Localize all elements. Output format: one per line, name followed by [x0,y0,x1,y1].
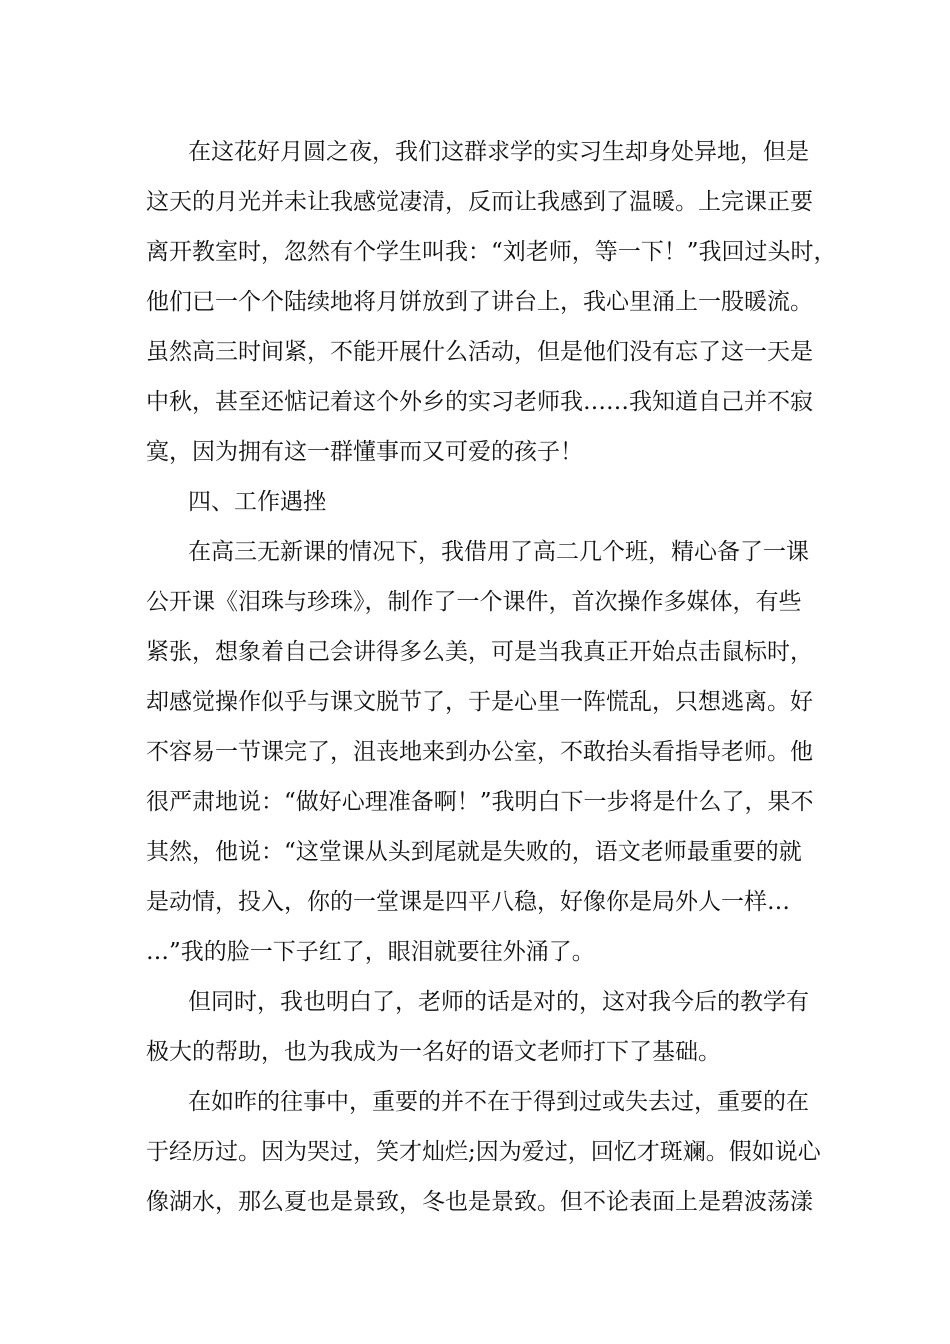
text-line: 但同时，我也明白了，老师的话是对的，这对我今后的教学有 [188,989,809,1015]
text-line: 这天的月光并未让我感觉凄清，反而让我感到了温暖。上完课正要 [146,189,813,215]
text-line: 在高三无新课的情况下，我借用了高二几个班，精心备了一课 [188,539,809,565]
text-line: 虽然高三时间紧，不能开展什么活动，但是他们没有忘了这一天是 [146,339,813,365]
text-line: 他们已一个个陆续地将月饼放到了讲台上，我心里涌上一股暖流。 [146,289,813,315]
text-line: 其然，他说：“这堂课从头到尾就是失败的，语文老师最重要的就 [146,839,802,865]
text-line: 像湖水，那么夏也是景致，冬也是景致。但不论表面上是碧波荡漾 [146,1189,813,1215]
text-line: 公开课《泪珠与珍珠》，制作了一个课件，首次操作多媒体，有些 [146,589,802,615]
text-line: 却感觉操作似乎与课文脱节了，于是心里一阵慌乱，只想逃离。好 [146,689,813,715]
text-line: 紧张，想象着自己会讲得多么美，可是当我真正开始点击鼠标时， [146,639,813,665]
text-line: 极大的帮助，也为我成为一名好的语文老师打下了基础。 [146,1039,721,1065]
text-line: 不容易一节课完了，沮丧地来到办公室，不敢抬头看指导老师。他 [146,739,813,765]
text-line: 在这花好月圆之夜，我们这群求学的实习生却身处异地，但是 [188,139,809,165]
text-line: 寞，因为拥有这一群懂事而又可爱的孩子！ [146,439,583,465]
text-line: 离开教室时，忽然有个学生叫我：“刘老师，等一下！”我回过头时， [146,239,837,265]
text-line: 是动情，投入，你的一堂课是四平八稳，好像你是局外人一样… [146,889,790,915]
text-line: …”我的脸一下子红了，眼泪就要往外涌了。 [146,939,595,965]
section-heading: 四、工作遇挫 [188,489,326,515]
text-line: 在如昨的往事中，重要的并不在于得到过或失去过，重要的在 [188,1089,809,1115]
text-line: 很严肃地说：“做好心理准备啊！”我明白下一步将是什么了，果不 [146,789,814,815]
text-line: 中秋，甚至还惦记着这个外乡的实习老师我……我知道自己并不寂 [146,389,813,415]
text-line: 于经历过。因为哭过，笑才灿烂;因为爱过，回忆才斑斓。假如说心 [146,1139,821,1165]
